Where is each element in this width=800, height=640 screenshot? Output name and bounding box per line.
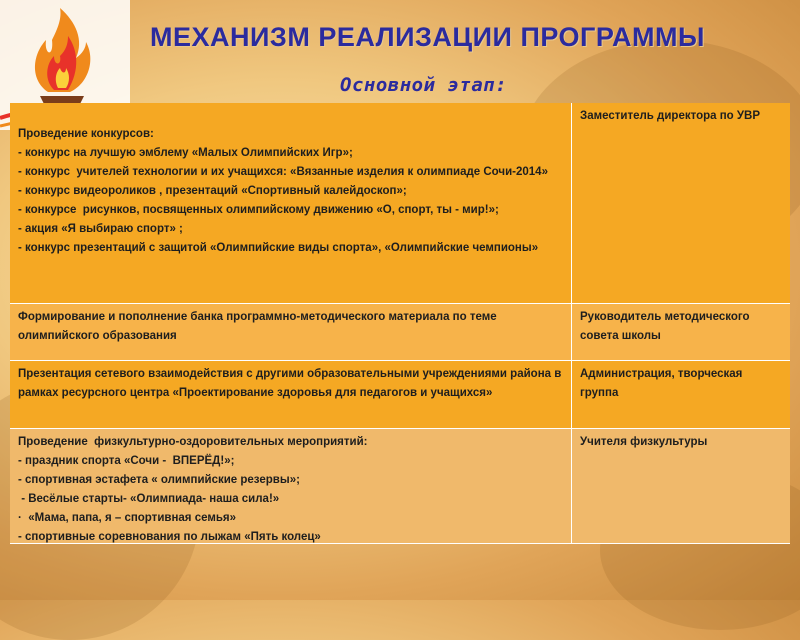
activity-line: - Весёлые старты- «Олимпиада- наша сила!»	[18, 493, 280, 505]
activity-line: - акция «Я выбираю спорт» ;	[18, 223, 183, 235]
table-row	[10, 304, 790, 361]
activity-line: - спортивная эстафета « олимпийские резервы»;	[18, 474, 300, 486]
table-row	[10, 103, 790, 304]
page-title: МЕХАНИЗМ РЕАЛИЗАЦИИ ПРОГРАММЫ	[150, 22, 705, 52]
table-row	[10, 429, 790, 544]
activity-line: Проведение физкультурно-оздоровительных мероприятий:	[18, 436, 368, 448]
activity-cell	[10, 304, 572, 360]
activity-cell	[10, 429, 572, 543]
activity-line: - конкурс на лучшую эмблему «Малых Олимпийских Игр»;	[18, 147, 353, 159]
table-row	[10, 361, 790, 429]
activity-line: Формирование и пополнение банка программно-методического материала по теме олимпийского образования	[18, 311, 500, 342]
activity-cell	[10, 103, 572, 303]
responsible-cell: Администрация, творческая группа	[572, 361, 790, 428]
page-subtitle: Основной этап:	[340, 74, 508, 96]
activity-line: - конкурс учителей технологии и их учащихся: «Вязанные изделия к олимпиаде Сочи-2014»	[18, 166, 548, 178]
activity-line: Проведение конкурсов:	[18, 128, 154, 140]
activity-line: - конкурс презентаций с защитой «Олимпийские виды спорта», «Олимпийские чемпионы»	[18, 242, 539, 254]
responsible-cell: Учителя физкультуры	[572, 429, 790, 543]
activity-line: - спортивные соревнования по лыжам «Пять колец»	[18, 531, 321, 543]
program-table	[10, 103, 790, 544]
activity-line: - конкурсе рисунков, посвященных олимпийскому движению «О, спорт, ты - мир!»;	[18, 204, 499, 216]
activity-line: - праздник спорта «Сочи - ВПЕРЁД!»;	[18, 455, 235, 467]
responsible-cell: Заместитель директора по УВР	[572, 103, 790, 303]
activity-line: Презентация сетевого взаимодействия с другими образовательными учреждениями района в рамках ресурсного центра «Проектирование здоровья для педагогов и учащихся»	[18, 368, 565, 399]
activity-cell	[10, 361, 572, 428]
activity-line: - конкурс видеороликов , презентаций «Спортивный калейдоскоп»;	[18, 185, 407, 197]
responsible-cell: Руководитель методического совета школы	[572, 304, 790, 360]
activity-line: · «Мама, папа, я – спортивная семья»	[18, 512, 237, 524]
